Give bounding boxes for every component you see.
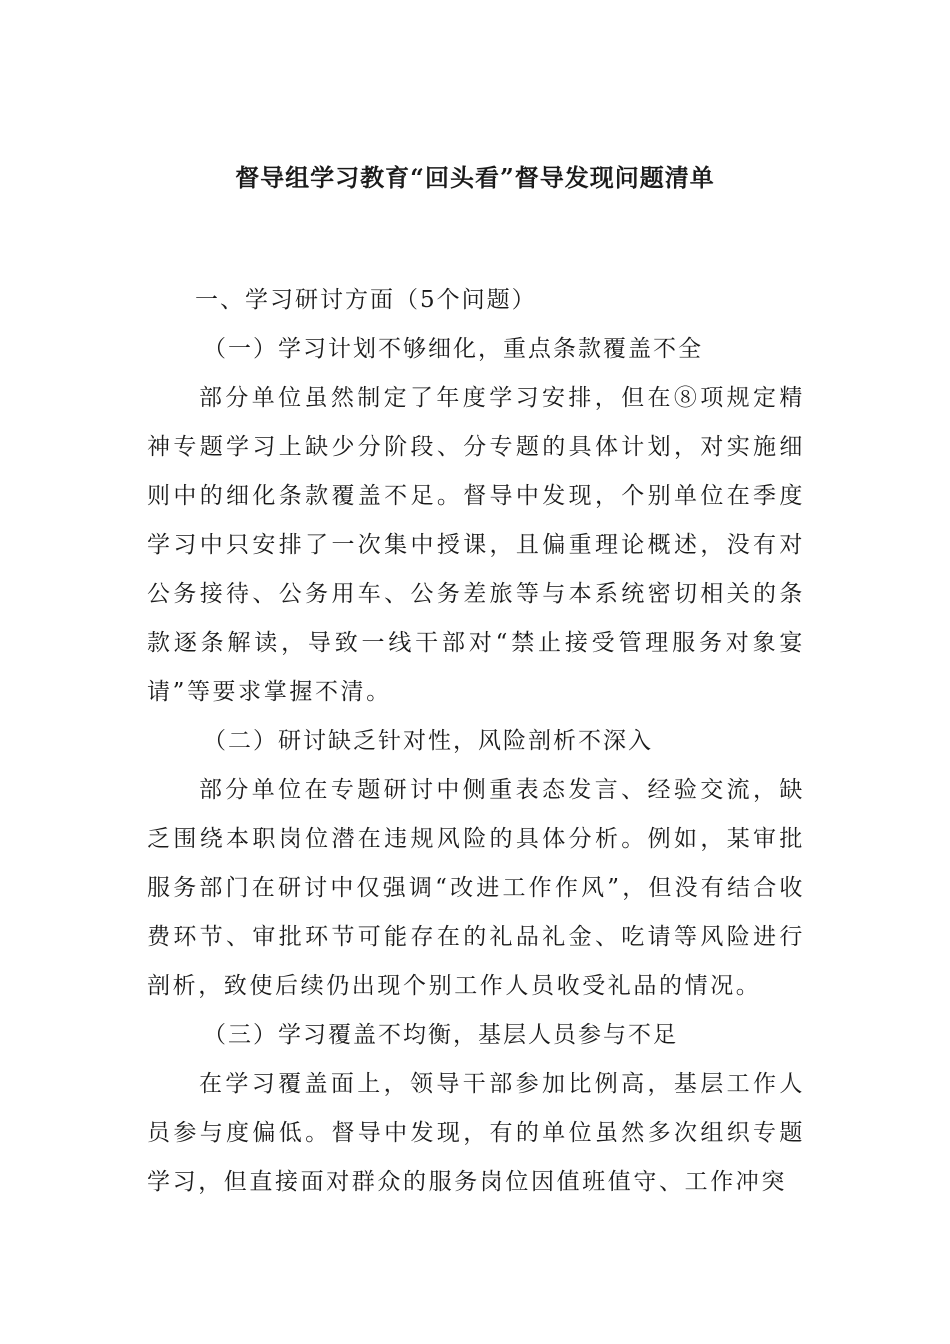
subsection-heading-1: （一）学习计划不够细化，重点条款覆盖不全 [203,336,703,362]
subsection-heading-3: （三）学习覆盖不均衡，基层人员参与不足 [203,1022,678,1048]
subsection-heading-2: （二）研讨缺乏针对性，风险剖析不深入 [203,728,653,754]
paragraph-2: 部分单位在专题研讨中侧重表态发言、经验交流，缺乏围绕本职岗位潜在违规风险的具体分析。例如，某审批服务部门在研讨中仅强调“改进工作作风”，但没有结合收费环节、审批环节可能存在的礼品礼金、吃请等风险进行剖析，致使后续仍出现个别工作人员收受礼品的情况。 [147,777,805,999]
section-heading: 一、学习研讨方面（5个问题） [195,287,537,313]
paragraph-3: 在学习覆盖面上，领导干部参加比例高，基层工作人员参与度偏低。督导中发现，有的单位虽然多次组织专题学习，但直接面对群众的服务岗位因值班值守、工作冲突 [147,1071,805,1195]
paragraph-1: 部分单位虽然制定了年度学习安排，但在⑧项规定精神专题学习上缺少分阶段、分专题的具体计划，对实施细则中的细化条款覆盖不足。督导中发现，个别单位在季度学习中只安排了一次集中授课，且偏重理论概述，没有对公务接待、公务用车、公务差旅等与本系统密切相关的条款逐条解读，导致一线干部对“禁止接受管理服务对象宴请”等要求掌握不清。 [147,385,805,705]
document-body [147,276,805,1207]
document-title: 督导组学习教育“回头看”督导发现问题清单 [235,163,715,192]
